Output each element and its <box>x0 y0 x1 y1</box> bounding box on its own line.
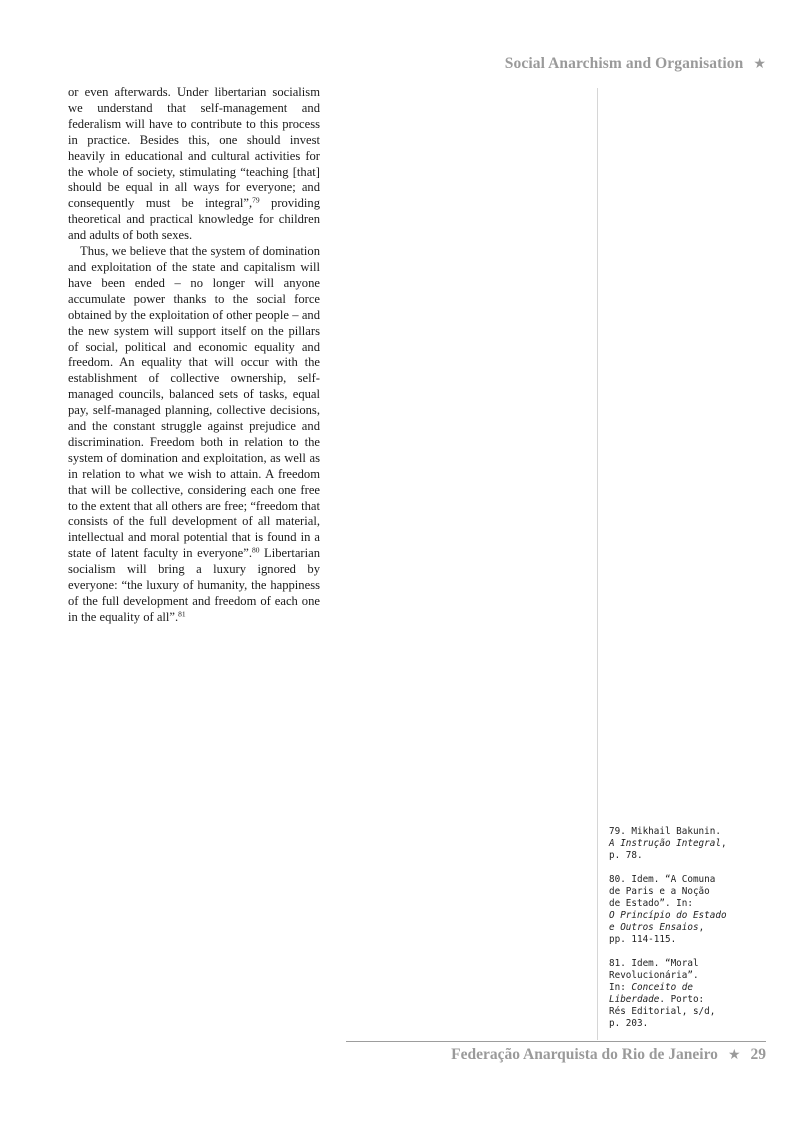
footnotes <box>609 826 769 1042</box>
footnote-text: 79. Mikhail Bakunin. <box>609 826 721 837</box>
footnote-title: O Princípio do Estado e Outros Ensaios <box>609 910 727 933</box>
footnote-title: A Instrução Integral <box>609 838 721 849</box>
footnote-ref-79: 79 <box>252 195 260 205</box>
publisher-name: Federação Anarquista do Rio de Janeiro <box>451 1046 718 1063</box>
page-number: 29 <box>750 1046 766 1063</box>
paragraph <box>68 244 320 626</box>
footnote-text: 81. Idem. “Moral Revolucionária”. In: <box>609 958 699 993</box>
running-header <box>505 55 766 73</box>
footnote-80 <box>609 874 769 946</box>
footnote-text: , p. 78. <box>609 838 727 861</box>
paragraph-text: Thus, we believe that the system of domination and exploitation of the state and capitalism will have been ended – no longer will anyone accumulate power thanks to the social force obtained by the exploitation of other people – and the new system will support itself on the pillars of social, political and economic equality and freedom. An equality that will occur with the establishment of collective ownership, self-managed councils, balanced sets of tasks, equal pay, self-managed planning, collective decisions, and the constant struggle against prejudice and discrimination. Freedom both in relation to the system of domination and exploitation, as well as in relation to what we wish to attain. A freedom that will be collective, considering each one free to the extent that all others are free; “freedom that consists of the full development of all material, intellectual and moral potential that is found in a state of latent faculty in everyone”. <box>68 244 320 561</box>
main-text-column <box>68 85 320 626</box>
star-icon: ★ <box>753 57 766 72</box>
footnote-text: . Porto: Rés Editorial, s/d, p. 203. <box>609 994 716 1029</box>
footnote-81 <box>609 958 769 1030</box>
footnote-ref-80: 80 <box>252 545 260 555</box>
margin-divider <box>597 88 598 1040</box>
footnote-title: Conceito de Liberdade <box>609 982 693 1005</box>
star-icon: ★ <box>727 1048 741 1063</box>
running-title: Social Anarchism and Organisation <box>504 55 744 72</box>
footnote-text: 80. Idem. “A Comuna de Paris e a Noção de Estado”. In: <box>609 874 716 909</box>
page-footer <box>451 1046 766 1064</box>
footnote-79 <box>609 826 769 862</box>
footnote-ref-81: 81 <box>178 609 186 619</box>
footnote-text: , pp. 114-115. <box>609 922 705 945</box>
paragraph-text: or even afterwards. Under libertarian socialism we understand that self-management and federalism will have to contribute to this process in practice. Besides this, one should invest heavily in educational and cultural activities for the whole of society, stimulating “teaching [that] should be equal in all ways for everyone; and consequently must be integral”, <box>68 85 320 211</box>
footer-rule <box>346 1041 766 1042</box>
paragraph-text: providing theoretical and practical knowledge for children and adults of both sexes. <box>68 196 321 243</box>
paragraph <box>68 85 320 244</box>
paragraph-text: Libertarian socialism will bring a luxury ignored by everyone: “the luxury of humanity, the happiness of the full development and freedom of each one in the equality of all”. <box>68 546 321 624</box>
